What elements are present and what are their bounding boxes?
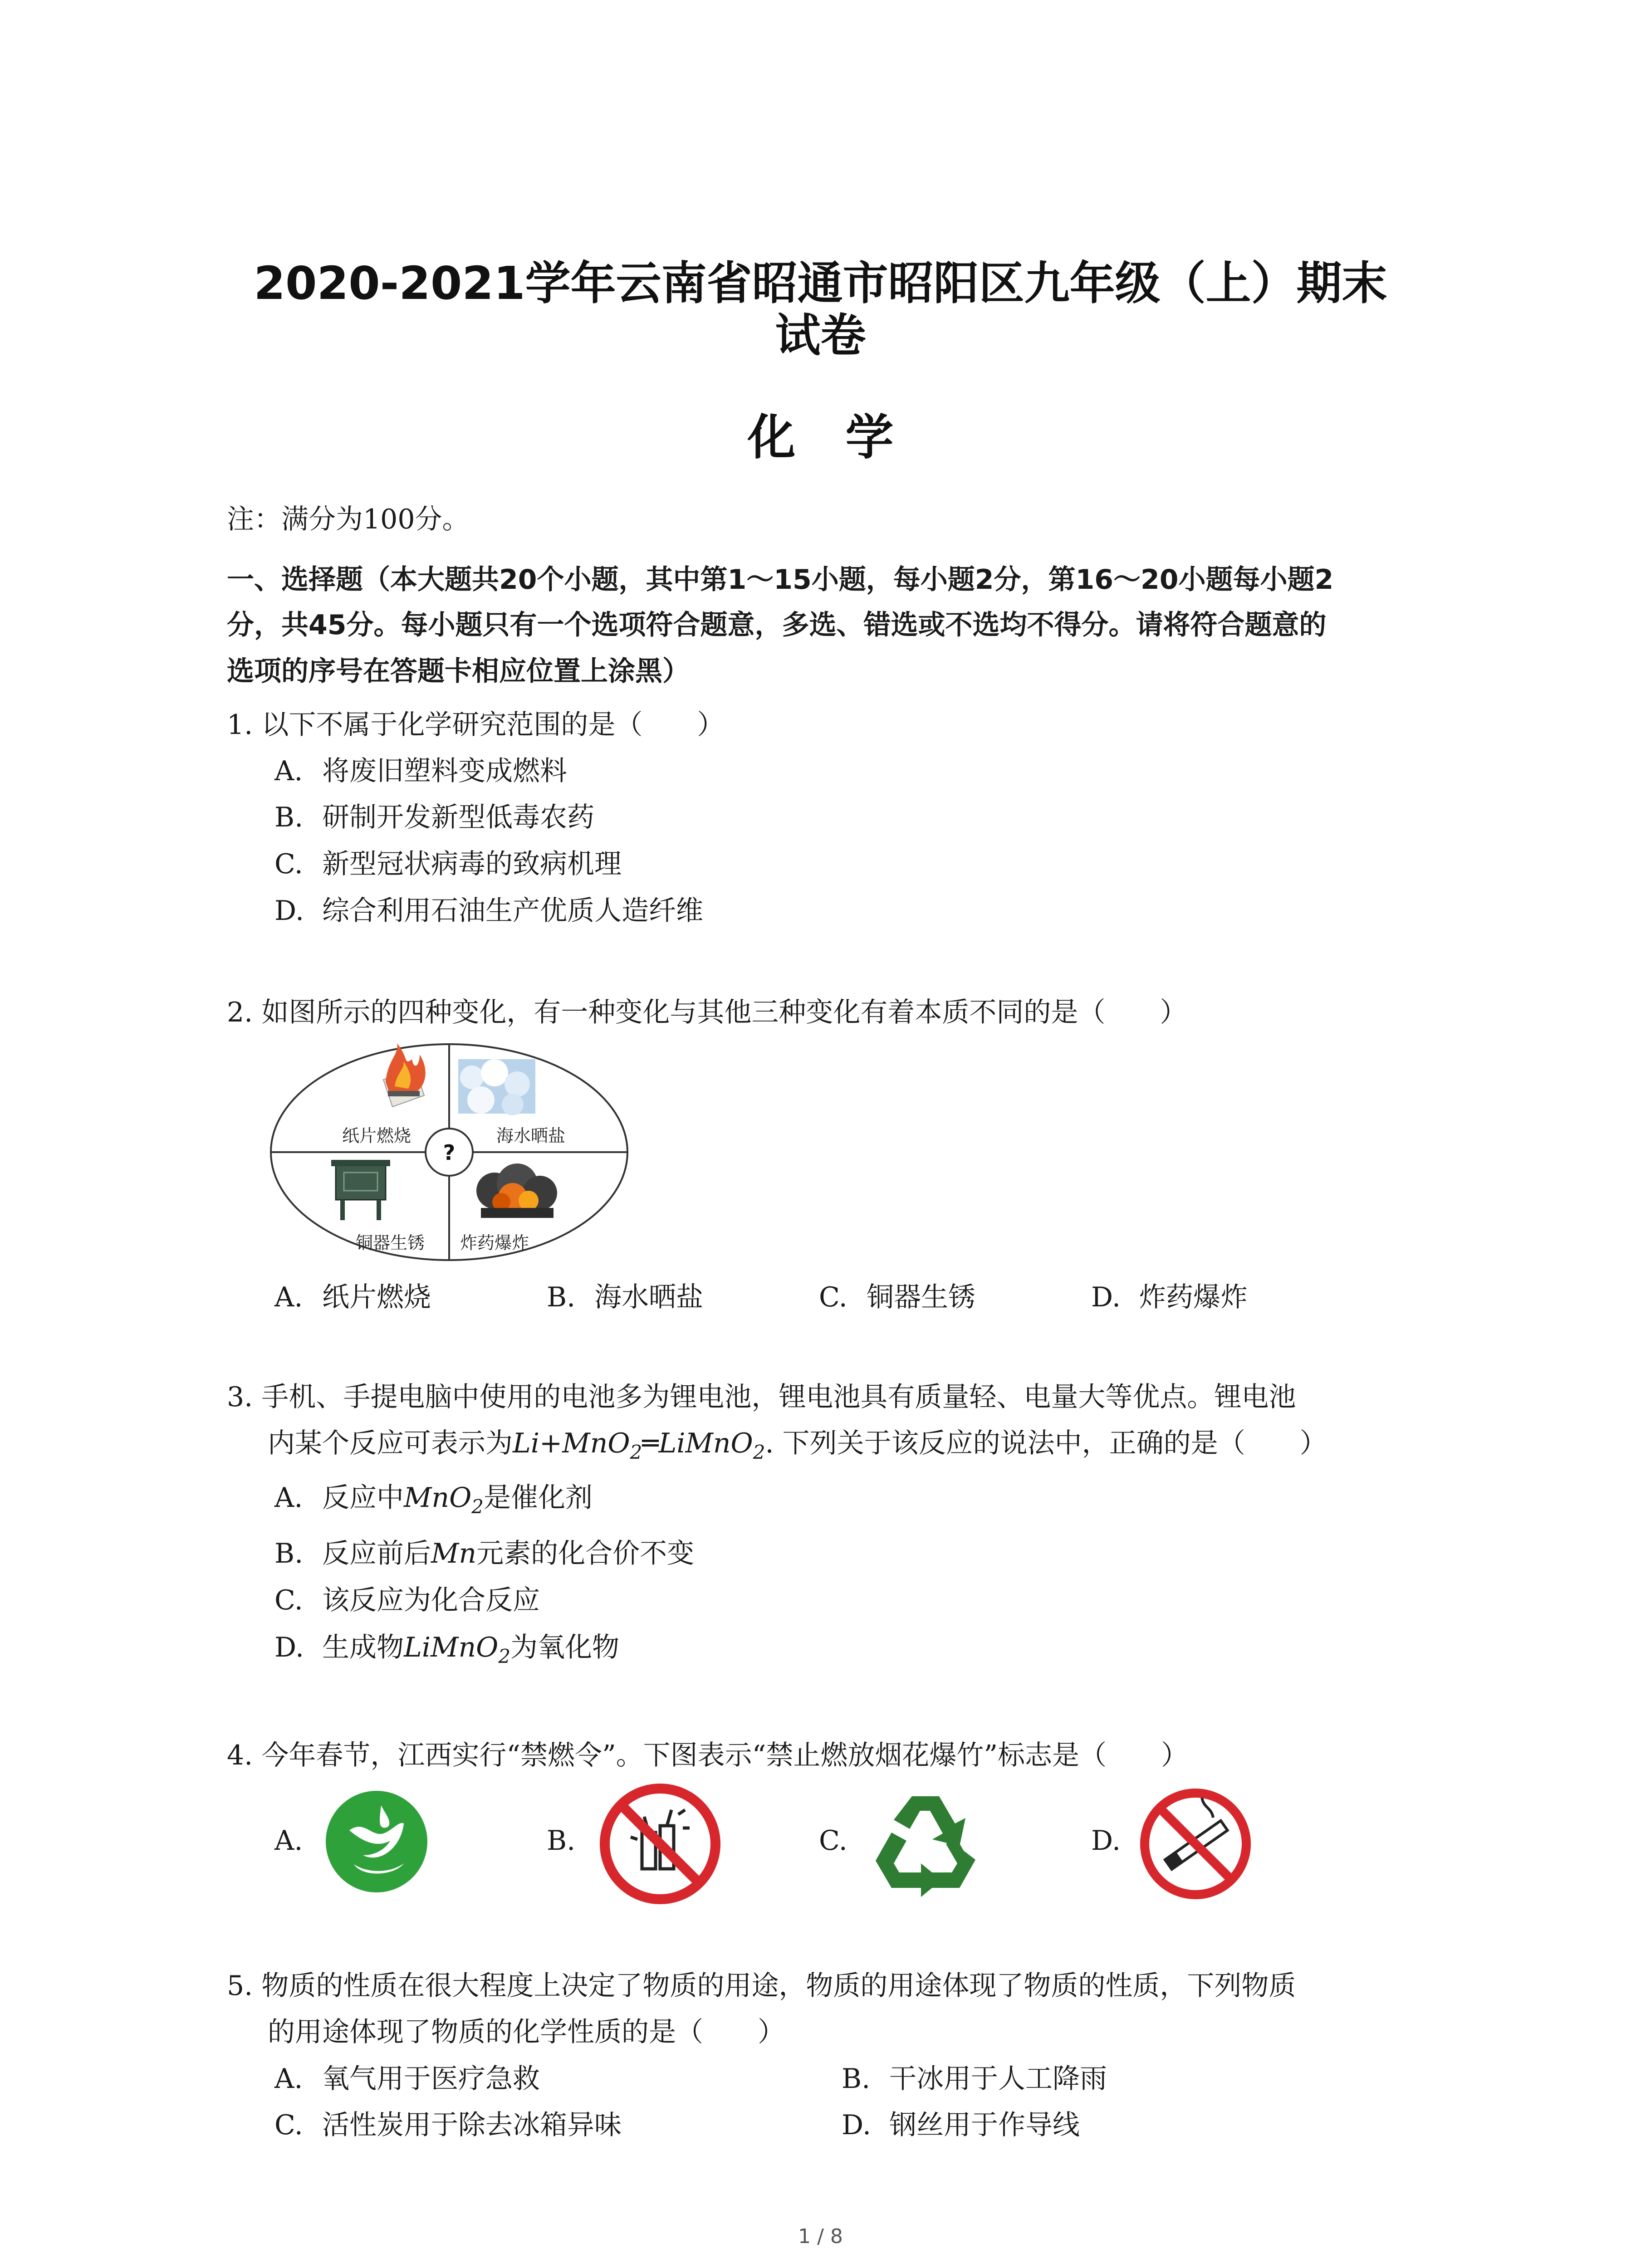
q3-option-b [274,1535,694,1572]
option-subscript: 2 [498,1645,511,1667]
option-text: 为氧化物 [510,1632,620,1663]
option-text: 活性炭用于除去冰箱异味 [322,2109,622,2141]
option-key: D. [274,1632,304,1663]
option-text: 反应前后 [322,1538,431,1569]
option-key: C. [274,2109,303,2141]
q1-option-b [274,799,594,836]
center-question-mark: ? [443,1140,456,1165]
q5-stem-line1: 5. 物质的性质在很大程度上决定了物质的用途，物质的用途体现了物质的性质，下列物质 [227,1970,1296,2002]
option-text: 综合利用石油生产优质人造纤维 [322,895,703,927]
q2-change-diagram [268,1041,631,1263]
option-chem: MnO [404,1482,472,1514]
recycle-icon [867,1783,985,1901]
q4-option-a-key: A. [274,1825,303,1857]
q1-option-a [274,753,567,789]
option-subscript: 2 [471,1496,484,1518]
q3-stem-suffix: . 下列关于该反应的说法中，正确的是（ ） [765,1427,1327,1459]
equation-subscript: 2 [753,1441,765,1463]
q2-stem: 2. 如图所示的四种变化，有一种变化与其他三种变化有着本质不同的是（ ） [227,997,1187,1028]
diagram-label-paper-burning: 纸片燃烧 [342,1126,411,1146]
section1-instructions-line2: 分，共45分。每小题只有一个选项符合题意，多选、错选或不选均不得分。请将符合题意的 [227,609,1327,641]
option-text: 该反应为化合反应 [322,1584,540,1616]
option-text: 海水晒盐 [594,1281,703,1313]
option-key: C. [819,1281,847,1313]
exam-title-line1: 2020-2021学年云南省昭通市昭阳区九年级（上）期末 [254,257,1387,310]
q3-stem-prefix: 内某个反应可表示为 [268,1427,513,1459]
option-text: 炸药爆炸 [1139,1281,1248,1313]
option-text: 元素的化合价不变 [476,1538,695,1569]
page-number: 1 / 8 [798,2225,843,2248]
subject-title: 化学 [747,410,944,465]
option-text: 钢丝用于作导线 [889,2109,1080,2141]
q5-option-b [842,2061,1107,2097]
q5-stem-line2: 的用途体现了物质的化学性质的是（ ） [268,2016,785,2048]
section1-instructions-line1: 一、选择题（本大题共20个小题，其中第1～15小题，每小题2分，第16～20小题每小题2 [227,564,1334,596]
q5-option-c [274,2107,622,2143]
q1-option-c [274,846,622,882]
option-text: 反应中 [322,1482,404,1514]
option-text: 新型冠状病毒的致病机理 [322,848,622,880]
q5-option-d [842,2107,1080,2143]
exam-title-line2: 试卷 [775,309,866,362]
q4-option-b-key: B. [547,1825,576,1857]
q2-option-a [274,1279,431,1315]
no-fireworks-icon [599,1783,721,1905]
option-key: D. [842,2109,872,2141]
equation-equals: ═ [642,1427,659,1459]
option-text: 研制开发新型低毒农药 [322,802,594,833]
option-key: D. [274,895,304,927]
option-key: A. [274,2063,303,2095]
sea-salt-icon [458,1059,535,1115]
equation-product: LiMnO [658,1427,753,1459]
diagram-label-explosion: 炸药爆炸 [460,1233,529,1253]
equation-subscript: 2 [630,1441,642,1463]
option-text: 是催化剂 [484,1482,593,1514]
q3-option-c [274,1582,540,1618]
option-key: B. [274,802,304,833]
diagram-label-sea-salt: 海水晒盐 [496,1126,566,1146]
option-text: 将废旧塑料变成燃料 [322,755,567,787]
option-key: C. [274,1584,303,1616]
q2-option-d [1091,1279,1248,1315]
q3-stem-line1: 3. 手机、手提电脑中使用的电池多为锂电池，锂电池具有质量轻、电量大等优点。锂电池 [227,1381,1296,1413]
q4-stem: 4. 今年春节，江西实行“禁燃令”。下图表示“禁止燃放烟花爆竹”标志是（ ） [227,1740,1189,1771]
option-key: B. [842,2063,871,2095]
q3-option-d [274,1629,619,1675]
option-text: 生成物 [322,1632,404,1663]
option-text: 纸片燃烧 [322,1281,431,1313]
q2-option-b [547,1279,703,1315]
equation-reactants: Li+MnO [513,1427,630,1459]
no-smoking-icon [1139,1787,1252,1901]
option-text: 干冰用于人工降雨 [889,2063,1107,2095]
q1-stem: 1. 以下不属于化学研究范围的是（ ） [227,709,725,741]
option-text: 氧气用于医疗急救 [322,2063,540,2095]
score-note: 注：满分为100分。 [227,503,470,535]
q5-option-a [274,2061,540,2097]
option-chem: Mn [431,1538,477,1569]
option-key: A. [274,1281,303,1313]
option-key: A. [274,755,303,787]
option-key: D. [1091,1281,1121,1313]
option-text: 铜器生锈 [867,1281,975,1313]
q4-option-d-key: D. [1091,1825,1121,1857]
option-key: B. [274,1538,304,1569]
q3-stem-line2 [268,1425,1327,1471]
q2-option-c [819,1279,975,1315]
option-chem: LiMnO [404,1632,499,1663]
option-key: B. [547,1281,576,1313]
section1-instructions-line3: 选项的序号在答题卡相应位置上涂黑） [227,655,690,687]
q4-option-c-key: C. [819,1825,847,1857]
diagram-label-copper-rust: 铜器生锈 [355,1233,425,1253]
water-saving-icon [322,1787,431,1896]
q3-option-a [274,1480,593,1525]
option-key: A. [274,1482,303,1514]
q1-option-d [274,893,703,929]
option-key: C. [274,848,303,880]
